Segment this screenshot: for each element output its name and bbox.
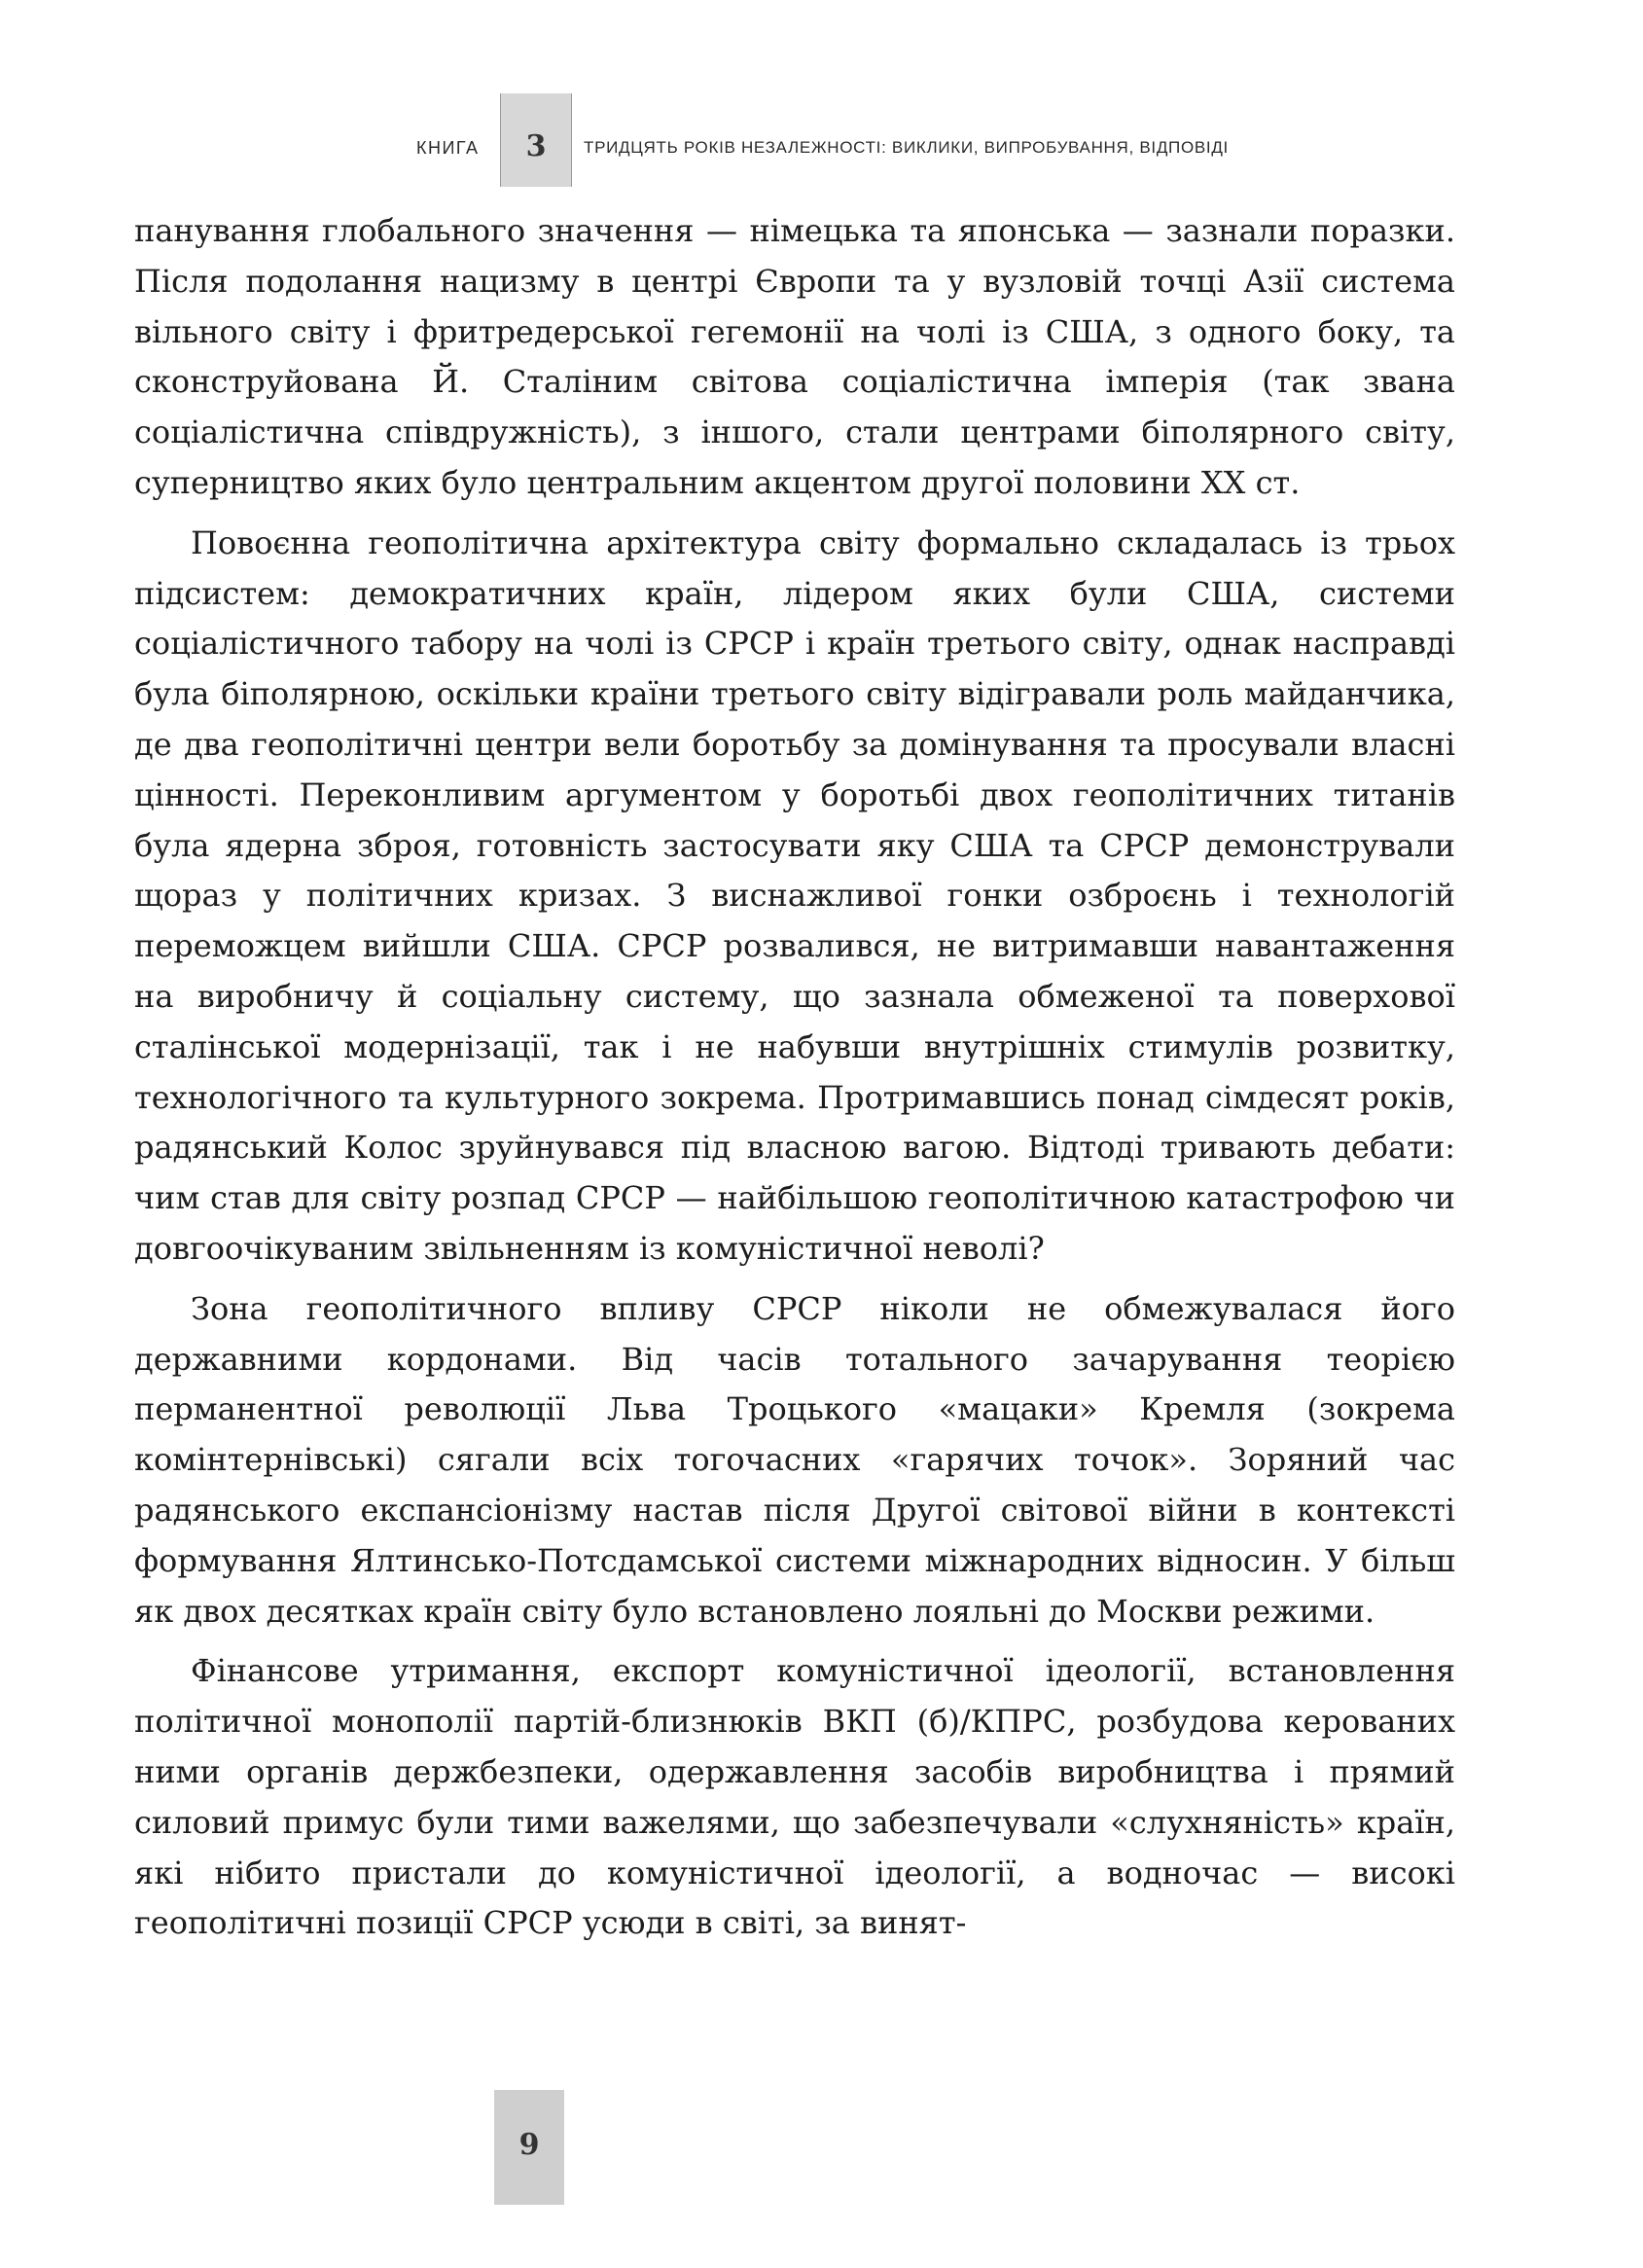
book-number: 3 [525, 129, 547, 163]
paragraph-1: панування глобального значення — німецька та японська — зазнали поразки. Після подолання нацизму в центрі Європи та у вузловій точці Азії система вільного світу і фритредерської гегемонії на чолі із США, з одного боку, та сконструйована Й. Сталіним світова соціалістична імперія (так звана соціалістична співдружність), з іншого, стали центрами біполярного світу, суперництво яких було центральним акцентом другої половини XX ст. [134, 212, 1455, 501]
paragraph-4: Фінансове утримання, експорт комуністичної ідеології, встановлення політичної монополії партій-близнюків ВКП (б)/КПРС, розбудова керованих ними органів держбезпеки, одержавлення засобів виробництва і прямий силовий примус були тими важелями, що забезпечували «слухняність» країн, які нібито пристали до комуністичної ідеології, а водночас — високі геополітичні позиції СРСР усюди в світі, за винят- [134, 1652, 1455, 1942]
paragraph-3: Зона геополітичного впливу СРСР ніколи не обмежувалася його державними кордонами. Від часів тотального зачарування теорією перманентної революції Льва Троцького «мацаки» Кремля (зокрема комінтернівські) сягали всіх тогочасних «гарячих точок». Зоряний час радянського експансіонізму настав після Другої світової війни в контексті формування Ялтинсько-Потсдамської системи міжнародних відносин. У більш як двох десятках країн світу було встановлено лояльні до Москви режими. [134, 1289, 1455, 1630]
paragraph-2: Повоєнна геополітична архітектура світу формально складалась із трьох підсистем: демократичних країн, лідером яких були США, системи соціалістичного табору на чолі із СРСР і країн третього світу, однак насправді була біполярною, оскільки країни третього світу відігравали роль майданчика, де два геополітичні центри вели боротьбу за домінування та просували власні цінності. Переконливим аргументом у боротьбі двох геополітичних титанів була ядерна зброя, готовність застосувати яку США та СРСР демонстрували щораз у політичних кризах. З виснажливої гонки озброєнь і технологій переможцем вийшли США. СРСР розвалився, не витримавши навантаження на виробничу й соціальну систему, що зазнала обмеженої та поверхової сталінської модернізації, так і не набувши внутрішніх стимулів розвитку, технологічного та культурного зокрема. Протримавшись понад сімдесят років, радянський Колос зруйнувався під власною вагою. Відтоді тривають дебати: чим став для світу розпад СРСР — найбільшою геополітичною катастрофою чи довгоочікуваним звільненням із комуністичної неволі? [134, 523, 1455, 1267]
page-number-box [494, 2090, 564, 2205]
book-label: КНИГА [416, 138, 480, 158]
body-text [134, 206, 1455, 1949]
running-head [0, 93, 1643, 191]
book-number-box [500, 93, 572, 187]
book-title: ТРИДЦЯТЬ РОКІВ НЕЗАЛЕЖНОСТІ: ВИКЛИКИ, ВИПРОБУВАННЯ, ВІДПОВІДІ [584, 138, 1229, 157]
page-number: 9 [518, 2128, 540, 2162]
